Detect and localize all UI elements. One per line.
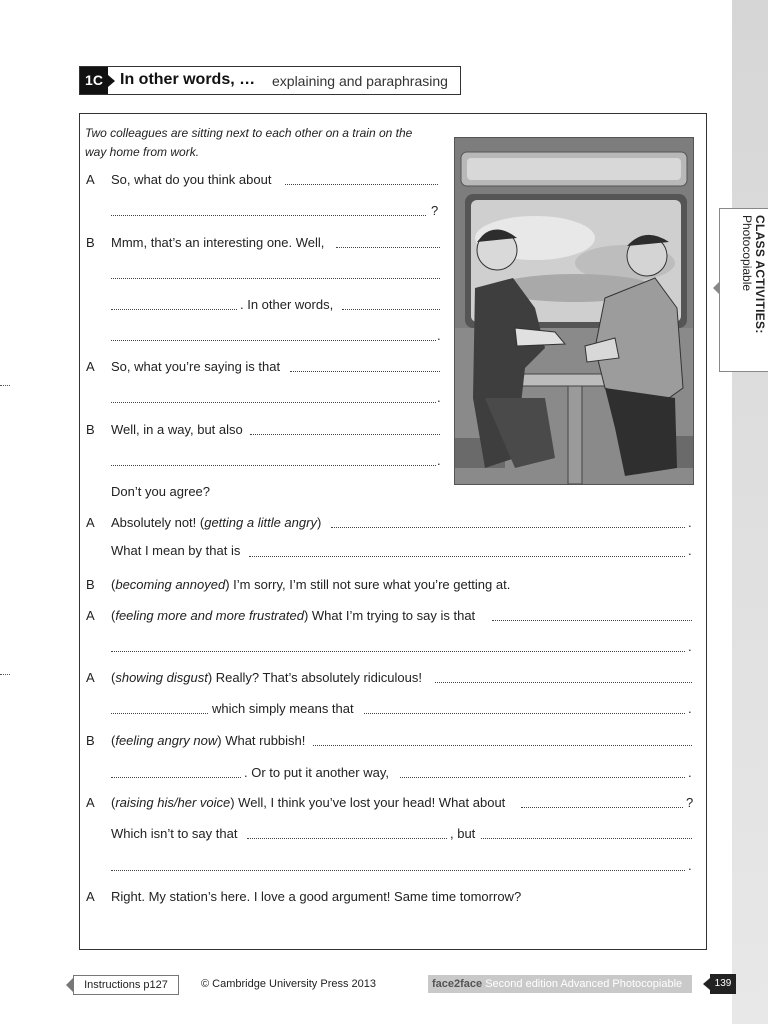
- speaker-label: A: [86, 889, 95, 904]
- dialogue-line: .: [688, 765, 692, 780]
- activity-title: In other words, …: [120, 71, 256, 88]
- dialogue-line: .: [688, 701, 692, 716]
- dialogue-text: ) What I’m trying to say is that: [303, 608, 476, 623]
- tab-subtitle: Photocopiable: [740, 215, 754, 292]
- unit-arrow-icon: [108, 75, 115, 87]
- dialogue-text: Absolutely not! (: [111, 515, 205, 530]
- dialogue-line: (becoming annoyed) I’m sorry, I’m still not sure what you’re getting at.: [111, 577, 511, 592]
- answer-blank[interactable]: [247, 838, 447, 839]
- dialogue-line: .: [437, 453, 441, 468]
- brand-edition: Second edition Advanced Photocopiable: [482, 978, 683, 990]
- dialogue-line: [111, 515, 321, 531]
- answer-blank[interactable]: [111, 870, 685, 871]
- dialogue-line: Don’t you agree?: [111, 484, 211, 499]
- dialogue-line: (raising his/her voice) Well, I think you’ve lost your head! What about: [111, 795, 506, 810]
- answer-blank[interactable]: [111, 465, 436, 466]
- side-strip: [732, 0, 768, 1024]
- answer-blank[interactable]: [336, 247, 440, 248]
- answer-blank[interactable]: [481, 838, 692, 839]
- speaker-label: A: [86, 359, 95, 374]
- dialogue-text: ) Well, I think you’ve lost your head! What about: [230, 795, 506, 810]
- dialogue-line: .: [688, 858, 692, 873]
- answer-blank[interactable]: [111, 215, 426, 216]
- dialogue-line: . In other words,: [240, 297, 334, 312]
- answer-blank[interactable]: [249, 556, 685, 557]
- answer-blank[interactable]: [111, 278, 440, 279]
- dialogue-line: Well, in a way, but also: [111, 422, 243, 437]
- dialogue-line: .: [437, 390, 441, 405]
- speaker-label: B: [86, 235, 95, 250]
- dialogue-line: .: [688, 543, 692, 558]
- stage-direction: showing disgust: [115, 670, 208, 685]
- dialogue-line: What I mean by that is: [111, 543, 241, 558]
- answer-blank[interactable]: [435, 682, 692, 683]
- dialogue-text: ) What rubbish!: [217, 733, 306, 748]
- intro-text: Two colleagues are sitting next to each other on a train on the way home from work.: [85, 126, 413, 159]
- footer-notch: [66, 978, 73, 992]
- dialogue-line: Mmm, that’s an interesting one. Well,: [111, 235, 325, 250]
- brand-banner: [428, 975, 692, 993]
- speaker-label: A: [86, 670, 95, 685]
- dialogue-line: . Or to put it another way,: [244, 765, 389, 780]
- dialogue-text: ) Really? That’s absolutely ridiculous!: [207, 670, 422, 685]
- answer-blank[interactable]: [111, 340, 436, 341]
- dialogue-line: , but: [450, 826, 476, 841]
- answer-blank[interactable]: [290, 371, 440, 372]
- activity-subtitle: explaining and paraphrasing: [272, 73, 448, 89]
- unit-code: 1C: [80, 67, 108, 94]
- tab-title: CLASS ACTIVITIES:: [753, 215, 767, 334]
- instructions-link[interactable]: Instructions p127: [73, 975, 179, 995]
- speaker-label: B: [86, 422, 95, 437]
- answer-blank[interactable]: [364, 713, 685, 714]
- answer-blank[interactable]: [342, 309, 440, 310]
- stage-direction: feeling angry now: [115, 733, 218, 748]
- brand-name: face2face: [432, 978, 483, 990]
- answer-blank[interactable]: [111, 402, 436, 403]
- dialogue-text: ): [316, 515, 322, 530]
- page-number: 139: [710, 974, 736, 994]
- dialogue-line: (showing disgust) Really? That’s absolutely ridiculous!: [111, 670, 422, 685]
- answer-blank[interactable]: [111, 651, 685, 652]
- dialogue-line: .: [437, 328, 441, 343]
- dialogue-line: ?: [431, 203, 439, 218]
- dialogue-line: So, what do you think about: [111, 172, 272, 187]
- answer-blank[interactable]: [521, 807, 683, 808]
- page-notch: [703, 978, 710, 990]
- dialogue-line: (feeling more and more frustrated) What I’m trying to say is that: [111, 608, 476, 623]
- dialogue-line: .: [688, 515, 692, 530]
- dialogue-line: which simply means that: [212, 701, 354, 716]
- answer-blank[interactable]: [111, 309, 237, 310]
- answer-blank[interactable]: [285, 184, 438, 185]
- stage-direction: feeling more and more frustrated: [115, 608, 304, 623]
- dialogue-line: (feeling angry now) What rubbish!: [111, 733, 306, 748]
- speaker-label: A: [86, 608, 95, 623]
- answer-blank[interactable]: [400, 777, 685, 778]
- activity-header: [79, 66, 461, 95]
- cut-mark: [0, 674, 10, 675]
- speaker-label: A: [86, 172, 95, 187]
- dialogue-line: .: [688, 639, 692, 654]
- answer-blank[interactable]: [331, 527, 685, 528]
- answer-blank[interactable]: [111, 777, 241, 778]
- speaker-label: A: [86, 795, 95, 810]
- dialogue-line: Right. My station’s here. I love a good argument! Same time tomorrow?: [111, 889, 522, 904]
- class-activities-tab: [719, 208, 768, 372]
- answer-blank[interactable]: [111, 713, 208, 714]
- tab-notch: [713, 281, 720, 295]
- answer-blank[interactable]: [313, 745, 692, 746]
- answer-blank[interactable]: [492, 620, 692, 621]
- stage-direction: becoming annoyed: [115, 577, 226, 592]
- copyright-text: © Cambridge University Press 2013: [201, 978, 377, 990]
- stage-direction: getting a little angry: [204, 515, 317, 530]
- train-colleagues-illustration: [454, 137, 694, 485]
- speaker-label: B: [86, 577, 95, 592]
- stage-direction: raising his/her voice: [115, 795, 231, 810]
- dialogue-line: Which isn’t to say that: [111, 826, 238, 841]
- dialogue-line: ?: [686, 795, 694, 810]
- dialogue-line: So, what you’re saying is that: [111, 359, 281, 374]
- speaker-label: B: [86, 733, 95, 748]
- answer-blank[interactable]: [250, 434, 440, 435]
- dialogue-text: ) I’m sorry, I’m still not sure what you’re getting at.: [225, 577, 511, 592]
- speaker-label: A: [86, 515, 95, 530]
- cut-mark: [0, 385, 10, 386]
